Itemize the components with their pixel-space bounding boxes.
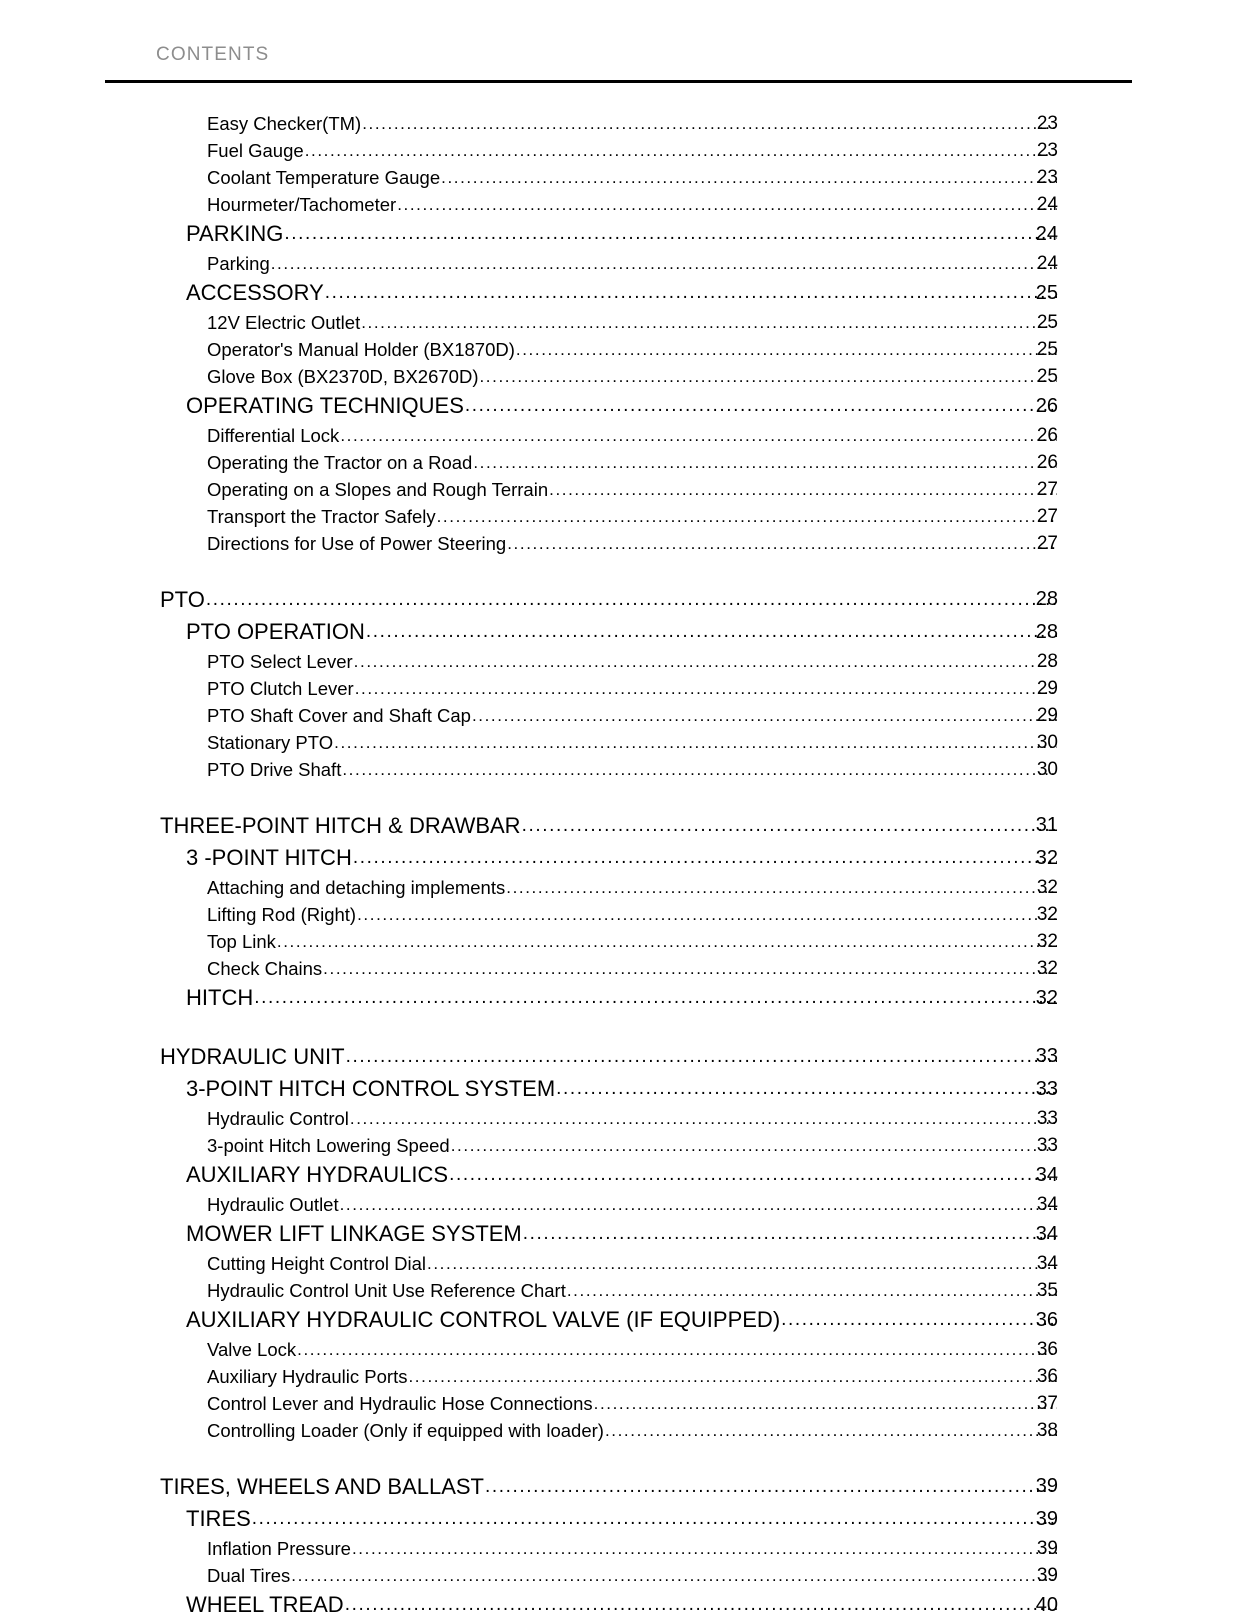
toc-entry-title: Directions for Use of Power Steering <box>207 533 507 554</box>
toc-entry[interactable] <box>0 1277 1236 1304</box>
toc-leader-dots <box>345 1597 1057 1619</box>
toc-entry-page-number: 27 <box>1036 506 1058 527</box>
toc-entry-title: PTO Clutch Lever <box>207 678 354 699</box>
toc-entry-title: Lifting Rod (Right) <box>207 904 357 925</box>
section-gap <box>0 783 1236 809</box>
toc-entry[interactable] <box>0 928 1236 955</box>
toc-entry[interactable] <box>0 476 1236 503</box>
toc-entry-title: 3-point Hitch Lowering Speed <box>207 1135 450 1156</box>
toc-leader-dots <box>252 1511 1057 1533</box>
toc-leader-dots <box>271 256 1057 275</box>
toc-entry-title: THREE-POINT HITCH & DRAWBAR <box>160 813 521 838</box>
toc-leader-dots <box>427 1256 1057 1275</box>
toc-entry-page-number: 34 <box>1035 1164 1058 1186</box>
toc-entry[interactable] <box>0 363 1236 390</box>
toc-entry[interactable] <box>0 1073 1236 1105</box>
toc-entry-page-number: 24 <box>1036 253 1058 274</box>
toc-leader-dots <box>479 369 1057 388</box>
toc-leader-dots <box>473 455 1057 474</box>
toc-entry-title: HITCH <box>186 985 254 1010</box>
toc-leader-dots <box>323 961 1057 980</box>
toc-entry[interactable] <box>0 675 1236 702</box>
toc-entry[interactable] <box>0 583 1236 616</box>
toc-entry-page-number: 30 <box>1036 759 1058 780</box>
toc-entry[interactable] <box>0 901 1236 928</box>
toc-leader-dots <box>437 509 1057 528</box>
toc-entry-page-number: 37 <box>1036 1393 1058 1414</box>
toc-leader-dots <box>408 1369 1057 1388</box>
toc-entry[interactable] <box>0 1336 1236 1363</box>
toc-entry[interactable] <box>0 1132 1236 1159</box>
toc-leader-dots <box>254 990 1057 1012</box>
toc-entry-title: Operating on a Slopes and Rough Terrain <box>207 479 549 500</box>
toc-entry-page-number: 30 <box>1036 732 1058 753</box>
toc-entry[interactable] <box>0 616 1236 648</box>
toc-leader-dots <box>362 116 1057 135</box>
toc-leader-dots <box>342 762 1057 781</box>
toc-entry-page-number: 27 <box>1036 479 1058 500</box>
toc-entry-page-number: 23 <box>1036 113 1058 134</box>
toc-entry-page-number: 39 <box>1035 1508 1058 1530</box>
toc-entry-page-number: 32 <box>1036 904 1058 925</box>
toc-entry[interactable] <box>0 702 1236 729</box>
toc-entry[interactable] <box>0 218 1236 250</box>
toc-leader-dots <box>441 170 1057 189</box>
toc-entry-title: AUXILIARY HYDRAULIC CONTROL VALVE (IF EQUIPPED) <box>186 1307 781 1332</box>
toc-entry[interactable] <box>0 530 1236 557</box>
toc-leader-dots <box>291 1568 1057 1587</box>
toc-entry-page-number: 24 <box>1036 194 1058 215</box>
toc-entry[interactable] <box>0 1589 1236 1621</box>
toc-entry[interactable] <box>0 277 1236 309</box>
toc-entry-page-number: 34 <box>1036 1194 1058 1215</box>
toc-entry[interactable] <box>0 1535 1236 1562</box>
toc-leader-dots <box>325 285 1057 307</box>
toc-entry-title: PTO OPERATION <box>186 619 365 644</box>
toc-entry[interactable] <box>0 137 1236 164</box>
toc-entry-title: 12V Electric Outlet <box>207 312 361 333</box>
toc-entry-title: Valve Lock <box>207 1339 297 1360</box>
toc-leader-dots <box>449 1167 1057 1189</box>
toc-entry-page-number: 33 <box>1035 1078 1058 1100</box>
toc-entry[interactable] <box>0 422 1236 449</box>
toc-entry-title: Glove Box (BX2370D, BX2670D) <box>207 366 479 387</box>
toc-entry-title: Controlling Loader (Only if equipped with loader) <box>207 1420 604 1441</box>
toc-entry-page-number: 23 <box>1036 167 1058 188</box>
toc-leader-dots <box>353 850 1057 872</box>
header-divider <box>105 80 1132 83</box>
toc-entry-page-number: 39 <box>1035 1475 1058 1497</box>
toc-entry[interactable] <box>0 982 1236 1014</box>
toc-entry[interactable] <box>0 503 1236 530</box>
toc-entry-page-number: 34 <box>1035 1223 1058 1245</box>
toc-entry[interactable] <box>0 164 1236 191</box>
toc-entry-page-number: 25 <box>1036 312 1058 333</box>
toc-entry-page-number: 32 <box>1035 847 1058 869</box>
toc-entry[interactable] <box>0 449 1236 476</box>
toc-leader-dots <box>522 818 1057 840</box>
toc-entry-title: WHEEL TREAD <box>186 1592 344 1617</box>
toc-entry-page-number: 23 <box>1036 140 1058 161</box>
toc-entry-title: AUXILIARY HYDRAULICS <box>186 1162 449 1187</box>
toc-leader-dots <box>594 1396 1057 1415</box>
toc-leader-dots <box>465 398 1057 420</box>
toc-entry-page-number: 33 <box>1036 1135 1058 1156</box>
toc-entry-title: Stationary PTO <box>207 732 334 753</box>
toc-entry-title: MOWER LIFT LINKAGE SYSTEM <box>186 1221 522 1246</box>
toc-leader-dots <box>350 1111 1057 1130</box>
toc-leader-dots <box>549 482 1057 501</box>
toc-leader-dots <box>472 708 1057 727</box>
toc-entry-page-number: 26 <box>1036 425 1058 446</box>
toc-entry-page-number: 28 <box>1036 651 1058 672</box>
toc-entry[interactable] <box>0 842 1236 874</box>
toc-entry[interactable] <box>0 1390 1236 1417</box>
toc-leader-dots <box>340 428 1057 447</box>
toc-entry-title: PTO <box>160 587 205 612</box>
section-gap <box>0 1444 1236 1470</box>
toc-entry-title: TIRES <box>186 1506 251 1531</box>
toc-entry-page-number: 38 <box>1036 1420 1058 1441</box>
section-gap <box>0 557 1236 583</box>
toc-entry[interactable] <box>0 1105 1236 1132</box>
toc-leader-dots <box>507 536 1057 555</box>
toc-leader-dots <box>206 592 1057 614</box>
toc-leader-dots <box>305 143 1057 162</box>
toc-entry-page-number: 28 <box>1035 588 1058 610</box>
toc-entry-page-number: 25 <box>1036 366 1058 387</box>
toc-entry[interactable] <box>0 1562 1236 1589</box>
toc-entry-page-number: 35 <box>1036 1280 1058 1301</box>
toc-entry-page-number: 34 <box>1036 1253 1058 1274</box>
toc-entry-title: Control Lever and Hydraulic Hose Connections <box>207 1393 593 1414</box>
toc-entry-page-number: 36 <box>1036 1339 1058 1360</box>
toc-entry-title: HYDRAULIC UNIT <box>160 1044 345 1069</box>
toc-entry[interactable] <box>0 1503 1236 1535</box>
toc-leader-dots <box>567 1283 1057 1302</box>
toc-entry-title: Coolant Temperature Gauge <box>207 167 441 188</box>
toc-entry-title: PARKING <box>186 221 284 246</box>
section-gap <box>0 1014 1236 1040</box>
toc-entry[interactable] <box>0 809 1236 842</box>
toc-entry-page-number: 26 <box>1035 395 1058 417</box>
toc-entry-title: Attaching and detaching implements <box>207 877 506 898</box>
toc-entry-title: 3 -POINT HITCH <box>186 845 352 870</box>
toc-leader-dots <box>357 907 1057 926</box>
toc-leader-dots <box>355 681 1057 700</box>
toc-leader-dots <box>361 315 1057 334</box>
toc-entry-page-number: 32 <box>1035 987 1058 1009</box>
table-of-contents <box>0 110 1236 1621</box>
toc-entry[interactable] <box>0 1250 1236 1277</box>
toc-entry-page-number: 29 <box>1036 705 1058 726</box>
toc-entry-title: Hydraulic Control <box>207 1108 349 1129</box>
toc-entry-page-number: 25 <box>1035 282 1058 304</box>
toc-leader-dots <box>506 880 1057 899</box>
toc-leader-dots <box>516 342 1057 361</box>
toc-entry-page-number: 36 <box>1035 1309 1058 1331</box>
toc-entry[interactable] <box>0 191 1236 218</box>
toc-entry-page-number: 26 <box>1036 452 1058 473</box>
toc-entry-page-number: 39 <box>1036 1538 1058 1559</box>
toc-entry-title: TIRES, WHEELS AND BALLAST <box>160 1474 484 1499</box>
toc-entry[interactable] <box>0 1191 1236 1218</box>
toc-leader-dots <box>605 1423 1057 1442</box>
toc-entry-page-number: 25 <box>1036 339 1058 360</box>
toc-entry[interactable] <box>0 1470 1236 1503</box>
toc-entry-page-number: 33 <box>1036 1108 1058 1129</box>
toc-leader-dots <box>277 934 1057 953</box>
toc-entry[interactable] <box>0 390 1236 422</box>
toc-entry[interactable] <box>0 250 1236 277</box>
toc-entry-title: Parking <box>207 253 270 274</box>
toc-leader-dots <box>284 226 1057 248</box>
toc-entry-page-number: 28 <box>1035 621 1058 643</box>
toc-entry[interactable] <box>0 110 1236 137</box>
toc-entry-title: Operator's Manual Holder (BX1870D) <box>207 339 515 360</box>
toc-entry-page-number: 40 <box>1035 1594 1058 1616</box>
toc-entry-title: Hydraulic Control Unit Use Reference Chart <box>207 1280 566 1301</box>
toc-entry-title: Hydraulic Outlet <box>207 1194 339 1215</box>
toc-leader-dots <box>556 1081 1057 1103</box>
toc-entry[interactable] <box>0 648 1236 675</box>
toc-entry[interactable] <box>0 1363 1236 1390</box>
toc-entry-title: Dual Tires <box>207 1565 291 1586</box>
toc-entry-title: Fuel Gauge <box>207 140 304 161</box>
toc-entry-title: PTO Shaft Cover and Shaft Cap <box>207 705 471 726</box>
toc-entry-title: PTO Drive Shaft <box>207 759 342 780</box>
toc-entry[interactable] <box>0 1304 1236 1336</box>
toc-entry-title: 3-POINT HITCH CONTROL SYSTEM <box>186 1076 556 1101</box>
toc-entry-title: ACCESSORY <box>186 280 324 305</box>
toc-entry-title: Hourmeter/Tachometer <box>207 194 397 215</box>
toc-entry-title: Auxiliary Hydraulic Ports <box>207 1366 408 1387</box>
toc-entry-title: Check Chains <box>207 958 323 979</box>
toc-leader-dots <box>354 654 1057 673</box>
toc-leader-dots <box>451 1138 1057 1157</box>
toc-leader-dots <box>397 197 1057 216</box>
toc-leader-dots <box>297 1342 1057 1361</box>
toc-entry-title: Differential Lock <box>207 425 340 446</box>
toc-entry[interactable] <box>0 1159 1236 1191</box>
toc-entry[interactable] <box>0 729 1236 756</box>
toc-entry[interactable] <box>0 874 1236 901</box>
toc-leader-dots <box>366 624 1057 646</box>
toc-leader-dots <box>340 1197 1057 1216</box>
toc-leader-dots <box>352 1541 1057 1560</box>
toc-entry-title: Easy Checker(TM) <box>207 113 362 134</box>
toc-entry-page-number: 27 <box>1036 533 1058 554</box>
toc-entry-page-number: 32 <box>1036 877 1058 898</box>
toc-entry[interactable] <box>0 756 1236 783</box>
toc-entry-page-number: 32 <box>1036 958 1058 979</box>
toc-entry[interactable] <box>0 1040 1236 1073</box>
toc-entry-title: PTO Select Lever <box>207 651 353 672</box>
toc-entry-title: Top Link <box>207 931 276 952</box>
toc-entry-title: Cutting Height Control Dial <box>207 1253 427 1274</box>
toc-entry-page-number: 32 <box>1036 931 1058 952</box>
toc-entry[interactable] <box>0 309 1236 336</box>
toc-entry[interactable] <box>0 1218 1236 1250</box>
toc-leader-dots <box>523 1226 1057 1248</box>
toc-leader-dots <box>334 735 1057 754</box>
toc-entry-title: Operating the Tractor on a Road <box>207 452 473 473</box>
toc-entry-page-number: 36 <box>1036 1366 1058 1387</box>
toc-leader-dots <box>485 1479 1057 1501</box>
toc-entry-page-number: 29 <box>1036 678 1058 699</box>
toc-entry[interactable] <box>0 1417 1236 1444</box>
toc-entry-page-number: 24 <box>1035 223 1058 245</box>
page-header-label: CONTENTS <box>156 44 270 65</box>
toc-entry[interactable] <box>0 955 1236 982</box>
toc-entry-page-number: 39 <box>1036 1565 1058 1586</box>
toc-entry-title: Transport the Tractor Safely <box>207 506 436 527</box>
toc-entry-title: OPERATING TECHNIQUES <box>186 393 464 418</box>
toc-leader-dots <box>346 1049 1057 1071</box>
toc-entry-title: Inflation Pressure <box>207 1538 351 1559</box>
toc-entry-page-number: 31 <box>1035 814 1058 836</box>
toc-entry-page-number: 33 <box>1035 1045 1058 1067</box>
toc-entry[interactable] <box>0 336 1236 363</box>
